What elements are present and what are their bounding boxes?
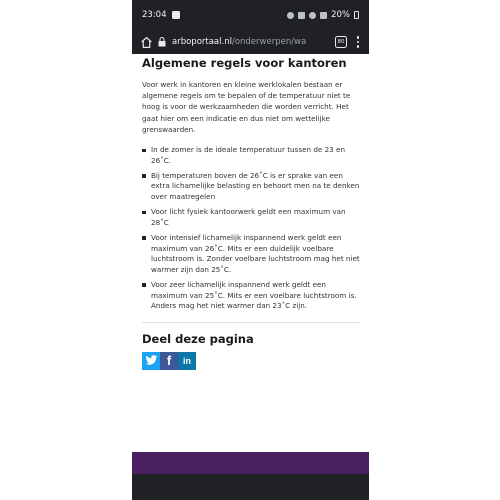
list-item: In de zomer is de ideale temperatuur tussen de 23 en 26˚C. (142, 145, 363, 166)
divider (142, 322, 360, 323)
phone-screen (132, 0, 369, 500)
battery-icon (354, 11, 359, 19)
system-navigation-bar (132, 474, 369, 500)
home-icon[interactable] (138, 34, 154, 50)
site-footer (132, 452, 369, 474)
list-item: Voor zeer lichamelijk inspannend werk geldt een maximum van 25˚C. Mits er een voelbare luchtstroom is. Anders mag het niet warmer dan 23˚C zijn. (142, 280, 363, 312)
battery-percentage: 20% (331, 10, 350, 20)
linkedin-share-button[interactable]: in (178, 352, 196, 370)
article-content (142, 56, 363, 370)
rules-list (142, 145, 363, 312)
url-path: /onderwerpen/wa (231, 37, 307, 47)
browser-toolbar (132, 30, 369, 54)
share-buttons (142, 352, 363, 370)
status-icons (287, 10, 359, 20)
url-host: arboportaal.nl (172, 37, 232, 47)
mute-icon (298, 12, 305, 19)
list-item: Voor intensief lichamelijk inspannend werk geldt een maximum van 26˚C. Mits er een duidelijk voelbare luchtstroom is. Zonder voelbare luchtstroom mag het niet warmer zijn dan 25˚C. (142, 233, 363, 275)
list-item: Voor licht fysiek kantoorwerk geldt een maximum van 28˚C (142, 207, 363, 228)
more-options-icon[interactable] (353, 36, 363, 48)
tab-switcher-button[interactable]: 80 (335, 36, 347, 48)
twitter-share-button[interactable] (142, 352, 160, 370)
share-title: Deel deze pagina (142, 331, 254, 346)
facebook-share-button[interactable]: f (160, 352, 178, 370)
twitter-icon (145, 355, 158, 366)
wifi-icon (309, 12, 316, 19)
status-time: 23:04 (142, 10, 167, 20)
alarm-icon (287, 12, 294, 19)
intro-paragraph: Voor werk in kantoren en kleine werklokalen bestaan er algemene regels om te bepalen of de temperatuur niet te hoog is voor de werkzaamheden die worden verricht. Het gaat hier om een indicatie en dus niet om wettelijke grenswaarden. (142, 80, 351, 134)
signal-icon (320, 12, 327, 19)
address-bar[interactable] (158, 36, 329, 48)
notification-icon (172, 11, 180, 19)
list-item: Bij temperaturen boven de 26˚C is er sprake van een extra lichamelijke belasting en behoort men na te denken over maatregelen (142, 171, 363, 203)
status-bar (132, 0, 369, 30)
section-title: Algemene regels voor kantoren (142, 56, 347, 70)
lock-icon (158, 36, 168, 48)
